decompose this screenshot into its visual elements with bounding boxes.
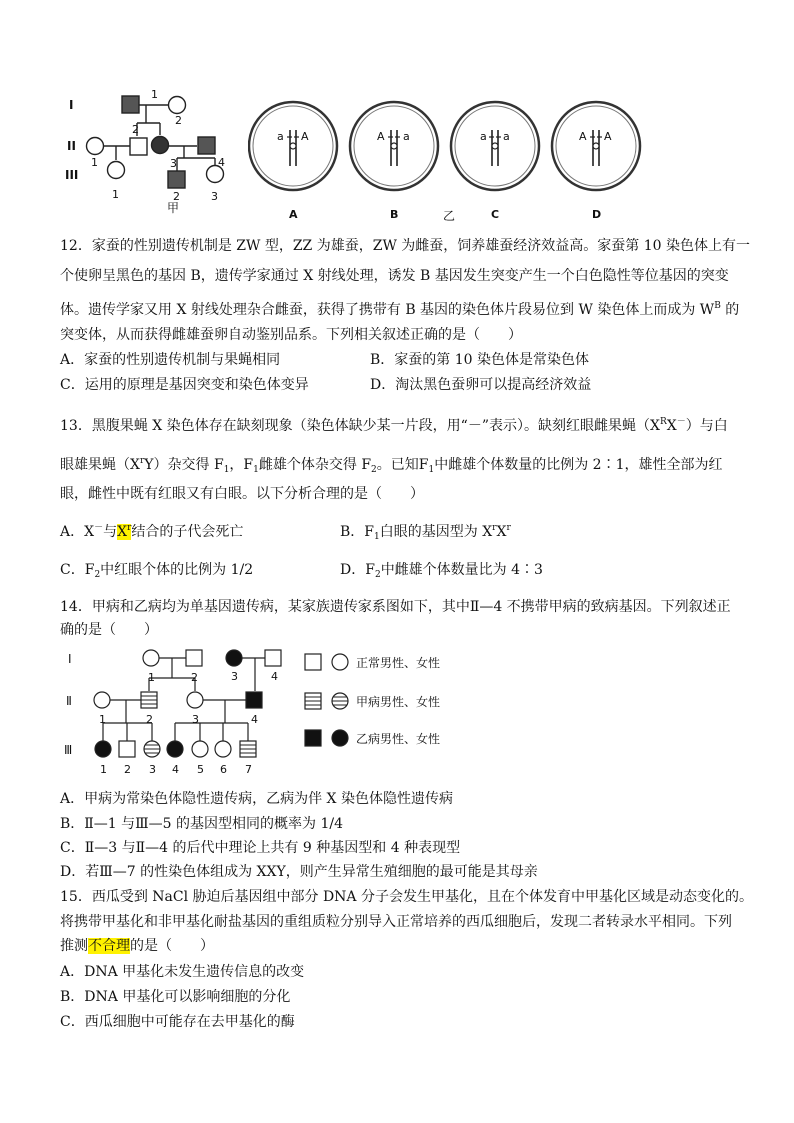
q13-l1-sup1: R	[659, 417, 667, 427]
pedigree-II4-affected-male	[198, 137, 215, 154]
cell-D-right-allele: A	[604, 130, 612, 143]
q13-l2-b: Y）杂交得 F	[144, 457, 224, 473]
num-II2: 2	[132, 123, 139, 136]
q14-III6-female	[215, 741, 231, 757]
q13-b-sub: 1	[374, 532, 380, 542]
q13-c-post: 中红眼个体的比例为 1/2	[100, 562, 254, 578]
q13-a-pre: A．X	[60, 524, 95, 540]
q13-b-mid: 白眼的基因型为 X	[379, 524, 493, 540]
q14-option-a[interactable]: A．甲病为常染色体隐性遗传病，乙病为伴 X 染色体隐性遗传病	[60, 791, 453, 807]
q12-line3-text: 体。遗传学家又用 X 射线处理杂合雌蚕，获得了携带有 B 基因的染色体片段易位到 W 染色体上而成为 W	[60, 302, 715, 318]
q13-a-hl-x: X	[117, 524, 128, 540]
q13-d-pre: D．F	[340, 562, 375, 578]
q14-III2-male	[119, 741, 135, 757]
num-III3: 3	[211, 190, 218, 203]
q13-l2-sub3: 2	[371, 465, 377, 475]
cell-C-right-allele: a	[503, 130, 510, 143]
q14-num-III6: 6	[220, 763, 227, 776]
q15-line3	[60, 936, 214, 956]
q14-II1-female	[94, 692, 110, 708]
q14-II4-yi-male	[246, 692, 262, 708]
q14-legend	[305, 654, 348, 746]
q15-line2: 将携带甲基化和非甲基化耐盐基因的重组质粒分别导入正常培养的西瓜细胞后，发现二者转录水平相同。下列	[60, 914, 732, 930]
gen-label-II: II	[67, 139, 76, 153]
q14-num-II4: 4	[251, 713, 258, 726]
q14-num-II1: 1	[99, 713, 106, 726]
q14-legend-normal: 正常男性、女性	[356, 656, 441, 670]
q13-l2-sub1: 1	[223, 465, 230, 475]
q14-I3-yi-female	[226, 650, 242, 666]
q13-d-post: 中雌雄个体数量比为 4∶3	[380, 562, 543, 578]
cell-B-label: B	[390, 208, 399, 221]
q13-a-sup1: －	[94, 523, 104, 533]
q14-num-III7: 7	[245, 763, 252, 776]
gen-label-I: I	[69, 98, 74, 112]
num-II3: 3	[170, 157, 177, 170]
cell-B-left-allele: A	[377, 130, 385, 143]
q14-III1-yi-female	[95, 741, 111, 757]
q14-III5-female	[192, 741, 208, 757]
q14-I4-male	[265, 650, 281, 666]
pedigree-I2-female	[169, 97, 186, 114]
q13-l1-sup2: －	[676, 417, 686, 427]
num-I2: 2	[175, 114, 182, 127]
q13-a-post: 结合的子代会死亡	[131, 524, 244, 540]
caption-yi: 乙	[443, 209, 456, 222]
q15-option-a[interactable]: A．DNA 甲基化未发生遗传信息的改变	[60, 964, 305, 980]
q13-l2-x: X	[130, 457, 140, 473]
cell-A-left-allele: a	[277, 130, 284, 143]
q14-gen-I: Ⅰ	[68, 652, 72, 666]
num-II4: 4	[218, 156, 225, 169]
q15-option-c[interactable]: C．西瓜细胞中可能存在去甲基化的酶	[60, 1014, 295, 1030]
q15-l3-highlight: 不合理	[88, 938, 130, 954]
q14-I2-male	[186, 650, 202, 666]
q13-l2-f: 中雌雄个体数量的比例为 2∶1，雄性全部为红	[434, 457, 723, 473]
pedigree-II2-male	[130, 138, 147, 155]
cell-A-right-allele: A	[301, 130, 309, 143]
q13-l1-x1: X	[650, 418, 660, 434]
q14-num-I2: 2	[191, 671, 198, 684]
q13-l2-d: 雌雄个体杂交得 F	[258, 457, 372, 473]
q13-l2-sub4: 1	[428, 465, 435, 475]
q13-l2-sup: r	[139, 456, 145, 466]
q12-line4: 突变体，从而获得雌雄蚕卵自动鉴别品系。下列相关叙述正确的是（ ）	[60, 327, 522, 343]
pedigree-III1-female	[108, 162, 125, 179]
q15-option-b[interactable]: B．DNA 甲基化可以影响细胞的分化	[60, 989, 291, 1005]
q14-legend-jia: 甲病男性、女性	[356, 695, 441, 709]
q13-a-hl-sup: r	[127, 523, 132, 533]
q13-l1-x2: X	[666, 418, 677, 434]
q13-b-x: X	[496, 524, 507, 540]
num-III1: 1	[112, 188, 119, 201]
q12-line3-tail: 的	[720, 302, 740, 318]
q13-option-c[interactable]	[60, 560, 253, 585]
q14-num-III4: 4	[172, 763, 179, 776]
q14-num-III3: 3	[149, 763, 156, 776]
num-III2: 2	[173, 190, 180, 203]
q12-option-a[interactable]: A．家蚕的性别遗传机制与果蝇相同	[60, 352, 281, 368]
q14-gen-II: Ⅱ	[66, 694, 72, 708]
pedigree-I1-affected-male	[122, 96, 139, 113]
q13-b-sup1: r	[492, 523, 497, 533]
q14-option-c[interactable]: C．Ⅱ—3 与Ⅱ—4 的后代中理论上共有 9 种基因型和 4 种表现型	[60, 840, 461, 856]
q14-III4-yi-female	[167, 741, 183, 757]
cell-C-label: C	[491, 208, 500, 221]
q14-option-b[interactable]: B．Ⅱ—1 与Ⅲ—5 的基因型相同的概率为 1/4	[60, 816, 344, 832]
q14-II3-female	[187, 692, 203, 708]
q14-num-III1: 1	[100, 763, 107, 776]
q14-num-III2: 2	[124, 763, 131, 776]
gen-label-III: III	[65, 168, 79, 182]
q14-line2: 确的是（ ）	[60, 622, 158, 638]
q14-line1: 14．甲病和乙病均为单基因遗传病，某家族遗传家系图如下，其中Ⅱ—4 不携带甲病的致病基因。下列叙述正	[60, 599, 731, 615]
pedigree-II3-affected-female	[152, 137, 169, 154]
cell-B	[350, 102, 438, 190]
q13-option-a[interactable]	[60, 518, 243, 542]
q13-l1-text: 13．黑腹果蝇 X 染色体存在缺刻现象（染色体缺少某一片段，用“－”表示）。缺刻红眼雌果蝇（	[60, 418, 650, 434]
num-II1: 1	[91, 156, 98, 169]
q13-d-sub: 2	[374, 570, 381, 580]
pedigree-III2-affected-male	[168, 171, 185, 188]
pedigree-II1-female	[87, 138, 104, 155]
cell-figure-yi	[248, 92, 648, 222]
pedigree-figure-q14	[60, 643, 480, 783]
q15-line1: 15．西瓜受到 NaCl 胁迫后基因组中部分 DNA 分子会发生甲基化，且在个体发育中甲基化区域是动态变化的。	[60, 889, 753, 905]
cell-A-label: A	[289, 208, 298, 221]
q13-line2	[60, 451, 723, 480]
cell-D	[552, 102, 640, 190]
q13-l2-sub2: 1	[253, 465, 259, 475]
q12-option-c[interactable]: C．运用的原理是基因突变和染色体变异	[60, 377, 309, 393]
q13-line3: 眼，雌性中既有红眼又有白眼。以下分析合理的是（ ）	[60, 486, 424, 502]
q13-c-pre: C．F	[60, 562, 95, 578]
q14-legend-yi: 乙病男性、女性	[356, 732, 441, 746]
q14-num-II3: 3	[192, 713, 199, 726]
q14-num-III5: 5	[197, 763, 204, 776]
cell-D-left-allele: A	[579, 130, 587, 143]
cell-B-right-allele: a	[403, 130, 410, 143]
num-I1: 1	[151, 88, 158, 101]
q13-option-d[interactable]	[340, 560, 543, 585]
q13-l2-a: 眼雄果蝇（	[60, 457, 130, 473]
caption-jia: 甲	[167, 201, 180, 214]
cell-C	[451, 102, 539, 190]
q12-line1: 12．家蚕的性别遗传机制是 ZW 型，ZZ 为雄蚕，ZW 为雌蚕，饲养雄蚕经济效益高。家蚕第 10 染色体上有一	[60, 238, 751, 254]
q12-line3	[60, 296, 739, 320]
pedigree-figure-jia	[60, 88, 250, 214]
q12-option-d[interactable]: D．淘汰黑色蚕卵可以提高经济效益	[370, 377, 592, 393]
q14-num-I3: 3	[231, 670, 238, 683]
q14-option-d[interactable]: D．若Ⅲ—7 的性染色体组成为 XXY，则产生异常生殖细胞的最可能是其母亲	[60, 864, 538, 880]
q14-num-I1: 1	[148, 671, 155, 684]
q12-line3-sup: B	[714, 301, 721, 311]
q13-c-sub: 2	[94, 570, 101, 580]
q13-l2-c: ，F	[229, 457, 254, 473]
q14-num-II2: 2	[146, 713, 153, 726]
q13-option-b[interactable]	[340, 518, 511, 547]
q13-b-pre: B．F	[340, 524, 375, 540]
q13-b-sup2: r	[506, 523, 511, 533]
q13-line1	[60, 412, 728, 436]
q14-gen-III: Ⅲ	[64, 743, 73, 757]
cell-C-left-allele: a	[480, 130, 487, 143]
q15-l3-pre: 推测	[60, 938, 88, 954]
q14-I1-female	[143, 650, 159, 666]
cell-A	[249, 102, 337, 190]
q12-option-b[interactable]: B．家蚕的第 10 染色体是常染色体	[370, 352, 590, 368]
q13-a-mid: 与	[103, 524, 118, 540]
q13-l2-e: 。已知F	[376, 457, 429, 473]
q14-num-I4: 4	[271, 670, 278, 683]
q13-a-highlight	[117, 524, 131, 540]
q15-l3-post: 的是（ ）	[130, 938, 214, 954]
q12-line2: 个使卵呈黑色的基因 B，遗传学家通过 X 射线处理，诱发 B 基因发生突变产生一个白色隐性等位基因的突变	[60, 268, 729, 284]
cell-D-label: D	[592, 208, 602, 221]
q13-l1-tail: ）与白	[685, 418, 728, 434]
